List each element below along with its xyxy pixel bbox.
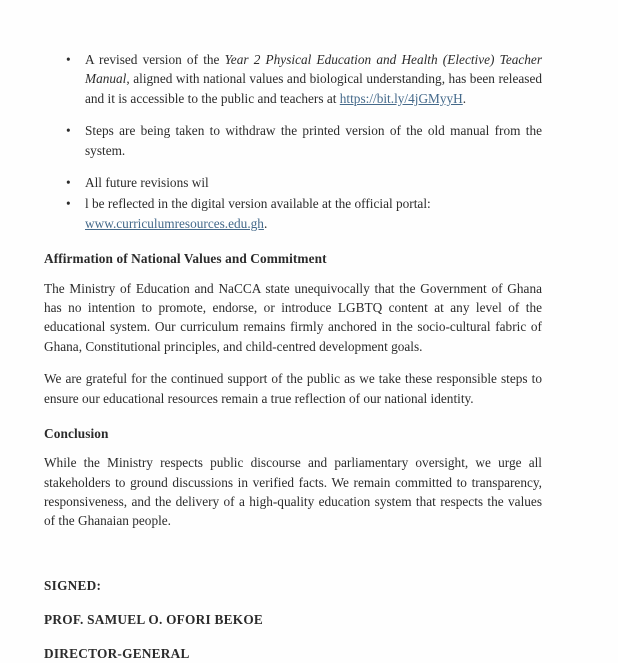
announcement-bullet-list [44, 50, 542, 233]
section-heading-affirmation: Affirmation of National Values and Commitment [44, 251, 327, 267]
bullet-marker-icon: • [66, 175, 71, 191]
bullet-text-end: . [263, 215, 268, 231]
signed-label: SIGNED: [44, 577, 102, 593]
list-item [44, 50, 542, 108]
bullet-marker-icon: • [66, 196, 71, 212]
paragraph: We are grateful for the continued support of the public as we take these responsible steps to ensure our educational resources remain a true reflection of our national identity. [44, 371, 542, 406]
signature-block [44, 577, 542, 663]
bullet-text-end: . [462, 90, 467, 106]
bullet-text: Steps are being taken to withdraw the printed version of the old manual from the system. [85, 123, 542, 158]
manual-title-italic: Year 2 Physical Education and Health (Elective) Teacher Manual [85, 52, 542, 87]
list-item [44, 173, 542, 192]
document-body [44, 50, 542, 663]
bullet-text-lead: l be reflected in the digital version available at the official portal: [85, 196, 431, 212]
bullet-text-mid: , aligned with national values and biological understanding, has been released and it is accessible to the public and teachers at [85, 71, 542, 106]
paragraph: The Ministry of Education and NaCCA state unequivocally that the Government of Ghana has no intention to promote, endorse, or introduce LGBTQ content at any level of the educational system. Our curriculum remains firmly anchored in the socio-cultural fabric of Ghana, Constitutional principles, and child-centred development goals. [44, 280, 542, 354]
signatory-name: PROF. SAMUEL O. OFORI BEKOE [44, 612, 264, 628]
section-heading-conclusion: Conclusion [44, 425, 109, 441]
bullet-marker-icon: • [66, 52, 71, 67]
paragraph: While the Ministry respects public discourse and parliamentary oversight, we urge all stakeholders to ground discussions in verified facts. We remain committed to transparency, responsiveness, and the delivery of a high-quality education system that respects the values of the Ghanaian people. [44, 455, 542, 529]
manual-download-link[interactable]: https://bit.ly/4jGMyyH [339, 90, 463, 106]
signatory-title: DIRECTOR-GENERAL [44, 646, 190, 662]
list-item [44, 194, 542, 233]
bullet-text-lead: A revised version of the [85, 52, 225, 67]
official-portal-link[interactable]: www.curriculumresources.edu.gh [85, 215, 264, 231]
bullet-marker-icon: • [66, 123, 71, 139]
list-item [44, 121, 542, 160]
bullet-text: All future revisions wil [85, 175, 209, 191]
